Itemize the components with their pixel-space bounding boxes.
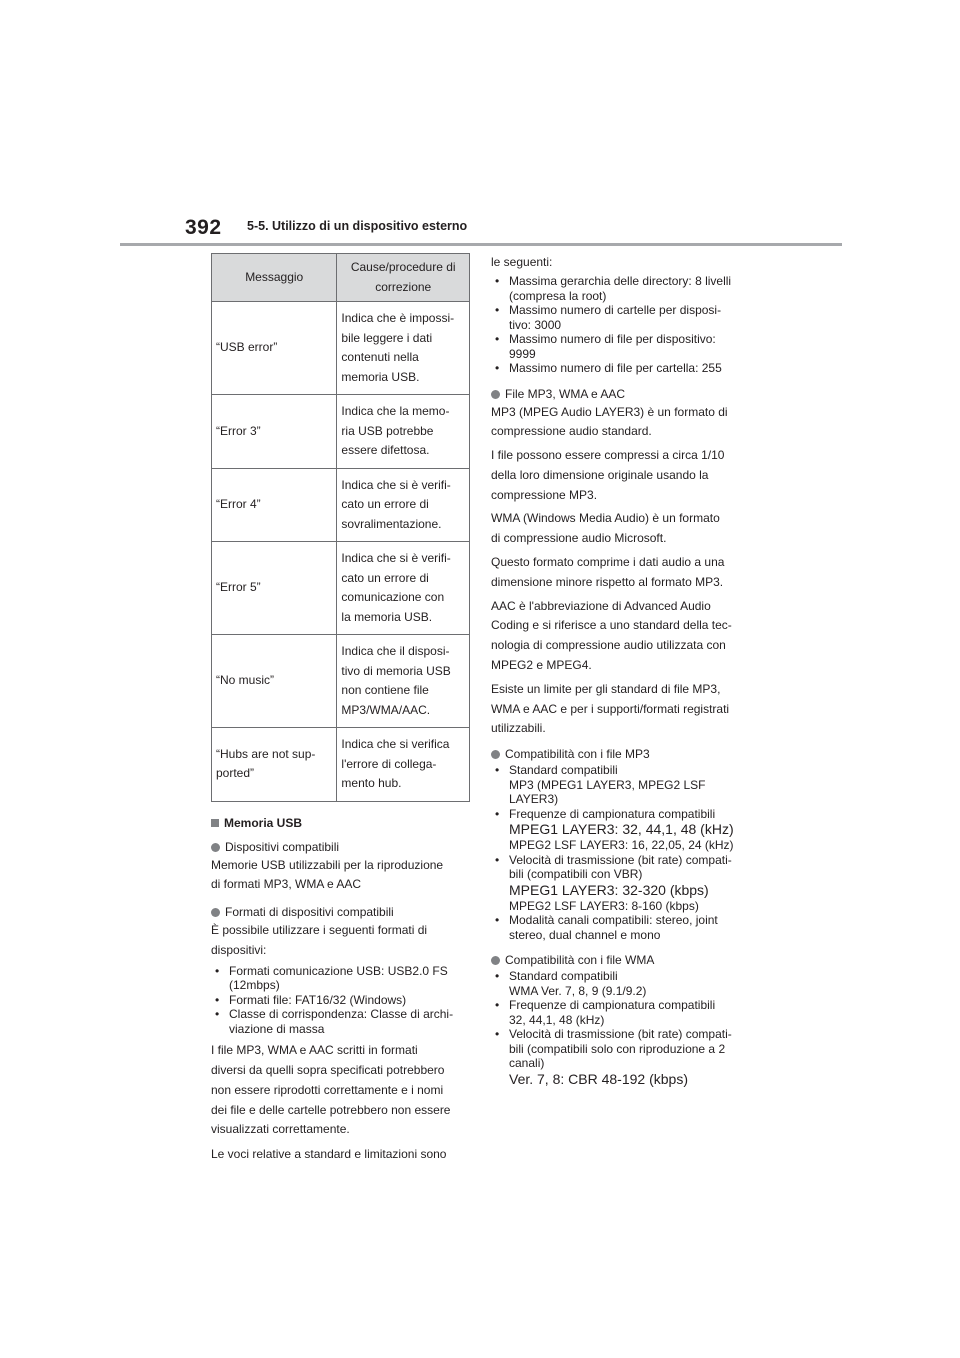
formati-heading: Formati di dispositivi compatibili	[211, 903, 471, 921]
list-item	[211, 1007, 471, 1036]
table-row	[212, 542, 470, 635]
message-cell	[212, 542, 337, 635]
list-item	[491, 361, 761, 376]
files-heading: File MP3, WMA e AAC	[491, 385, 761, 403]
cause-cell	[337, 728, 470, 802]
text-line: Classe di corrispondenza: Classe di archi-	[229, 1007, 454, 1022]
text-line: Indica che la memo-	[341, 404, 450, 418]
text-line: 32, 44,1, 48 (kHz)	[509, 1012, 605, 1027]
files-paragraph	[491, 680, 761, 739]
text-line: MPEG1 LAYER3: 32-320 (kbps)	[509, 881, 709, 898]
text-line: Questo formato comprime i dati audio a una	[491, 555, 725, 570]
table-row	[212, 468, 470, 542]
text-line: contenuti nella	[341, 350, 419, 364]
text-line: Frequenze di campionatura compatibili	[509, 806, 716, 821]
text-line: nologia di compressione audio utilizzata con	[491, 638, 726, 653]
text-line: dimensione minore rispetto al formato MP3.	[491, 574, 724, 589]
text-line: utilizzabili.	[491, 721, 546, 736]
text-line: Ver. 7, 8: CBR 48-192 (kbps)	[509, 1070, 688, 1087]
text-line: bili (compatibili solo con riproduzione a 2	[509, 1041, 726, 1056]
text-line: sovralimentazione.	[341, 516, 442, 531]
text-line: bile leggere i dati	[341, 330, 433, 345]
text-line: Standard compatibili	[509, 763, 618, 778]
left-paragraph-1	[211, 1041, 471, 1140]
circle-bullet-icon	[211, 908, 220, 917]
text-line: 9999	[509, 346, 536, 361]
text-line: MP3 (MPEG Audio LAYER3) è un formato di	[491, 404, 728, 419]
text-line: diversi da quelli sopra specificati potrebbero	[211, 1062, 445, 1077]
text-line: Indica che si è verifi-	[341, 551, 451, 565]
table-row	[212, 395, 470, 469]
text-line: Massima gerarchia delle directory: 8 livelli	[509, 274, 732, 288]
text-line: “Error 5”	[216, 580, 261, 595]
bullet-icon: •	[495, 332, 500, 346]
text-line: Standard compatibili	[509, 969, 618, 984]
text-line: WMA Ver. 7, 8, 9 (9.1/9.2)	[509, 983, 647, 998]
list-item	[491, 763, 761, 807]
text-line: MPEG2 LSF LAYER3: 8-160 (kbps)	[509, 898, 699, 913]
text-line: Massimo numero di cartelle per disposi-	[509, 303, 722, 317]
bullet-icon: •	[215, 963, 220, 978]
cause-cell	[337, 302, 470, 395]
text-line: (12mbps)	[229, 978, 280, 993]
text-line: mento hub.	[341, 776, 402, 790]
bullet-icon: •	[495, 361, 500, 375]
formati-text	[211, 921, 471, 961]
text-line: della loro dimensione originale usando la	[491, 467, 709, 482]
text-line: Velocità di trasmissione (bit rate) compati-	[509, 1027, 732, 1042]
list-item	[491, 913, 761, 942]
text-line: MPEG2 LSF LAYER3: 16, 22,05, 24 (kHz)	[509, 838, 734, 853]
list-item	[211, 993, 471, 1008]
files-paragraph	[491, 597, 761, 676]
wma-heading: Compatibilità con i file WMA	[491, 951, 761, 969]
text-line: Formati comunicazione USB: USB2.0 FS	[229, 963, 448, 978]
circle-bullet-icon	[491, 956, 500, 965]
text-line: la memoria USB.	[341, 609, 433, 624]
bullet-icon: •	[495, 303, 500, 317]
text-line: “No music”	[216, 673, 275, 688]
list-item	[491, 332, 761, 361]
cause-cell	[337, 635, 470, 728]
text-line: I file possono essere compressi a circa 1/10	[491, 448, 725, 463]
text-line: WMA e AAC e per i supporti/formati registrati	[491, 701, 730, 716]
text-line: Massimo numero di file per cartella: 255	[509, 361, 722, 375]
text-line: Messaggio	[245, 269, 304, 284]
text-line: È possibile utilizzare i seguenti formati di	[211, 923, 428, 938]
memoria-usb-heading: Memoria USB	[211, 814, 471, 832]
text-line: Coding e si riferisce a uno standard della tec-	[491, 618, 732, 633]
text-line: Massimo numero di file per dispositivo:	[509, 332, 716, 346]
list-item	[491, 807, 761, 853]
text-line: l'errore di collega-	[341, 756, 437, 771]
text-line: ria USB potrebbe	[341, 423, 434, 438]
bullet-icon: •	[495, 998, 500, 1013]
text-line: stereo, dual channel e mono	[509, 927, 661, 942]
list-item	[491, 853, 761, 914]
text-line: “Error 3”	[216, 423, 261, 438]
text-line: LAYER3)	[509, 792, 559, 807]
message-cell	[212, 302, 337, 395]
table-row	[212, 302, 470, 395]
table-header-row	[212, 254, 470, 302]
message-cell	[212, 395, 337, 469]
bullet-icon: •	[215, 992, 220, 1007]
message-cell	[212, 728, 337, 802]
left-paragraph-2	[211, 1145, 471, 1165]
text-line: cato un errore di	[341, 570, 429, 585]
text-line: cato un errore di	[341, 497, 429, 511]
text-line: dei file e delle cartelle potrebbero non essere	[211, 1102, 451, 1117]
cause-cell	[337, 468, 470, 542]
text-line: MPEG2 e MPEG4.	[491, 658, 592, 673]
bullet-icon: •	[495, 763, 500, 778]
text-line: ported”	[216, 766, 255, 781]
text-line: (compresa la root)	[509, 288, 607, 303]
text-line: dispositivi:	[211, 942, 267, 957]
mp3-heading: Compatibilità con i file MP3	[491, 745, 761, 763]
text-line: di compressione audio Microsoft.	[491, 531, 667, 546]
dispositivi-heading: Dispositivi compatibili	[211, 838, 471, 856]
text-line: non essere riprodotti correttamente e i nomi	[211, 1082, 444, 1097]
left-column	[211, 253, 471, 1165]
list-item	[491, 998, 761, 1027]
list-item	[491, 1027, 761, 1088]
text-line: bili (compatibili con VBR)	[509, 867, 643, 882]
text-line: “Hubs are not sup-	[216, 746, 316, 761]
text-line: MPEG1 LAYER3: 32, 44,1, 48 (kHz)	[509, 821, 734, 838]
text-line: essere difettosa.	[341, 443, 430, 457]
text-line: compressione MP3.	[491, 487, 598, 502]
text-line: Frequenze di campionatura compatibili	[509, 998, 716, 1013]
mp3-list	[491, 763, 761, 942]
message-cell	[212, 468, 337, 542]
limits-list	[491, 274, 761, 376]
text-line: comunicazione con	[341, 590, 445, 604]
bullet-icon: •	[495, 806, 500, 821]
text-line: Memorie USB utilizzabili per la riproduzione	[211, 857, 444, 872]
text-line: Le voci relative a standard e limitazioni sono	[211, 1147, 447, 1162]
text-line: tivo: 3000	[509, 317, 562, 332]
text-line: I file MP3, WMA e AAC scritti in formati	[211, 1043, 418, 1058]
bullet-icon: •	[495, 1027, 500, 1042]
files-paragraph	[491, 446, 761, 505]
cause-cell	[337, 542, 470, 635]
text-line: non contiene file	[341, 683, 429, 697]
text-line: Cause/procedure di	[350, 260, 456, 274]
list-item	[491, 303, 761, 332]
files-paragraph	[491, 553, 761, 593]
cause-cell	[337, 395, 470, 469]
table-row	[212, 635, 470, 728]
text-line: di formati MP3, WMA e AAC	[211, 877, 362, 892]
text-line: memoria USB.	[341, 369, 420, 384]
text-line: “USB error”	[216, 340, 278, 355]
table-row	[212, 728, 470, 802]
circle-bullet-icon	[491, 750, 500, 759]
section-title: 5-5. Utilizzo di un dispositivo esterno	[247, 219, 468, 233]
bullet-icon: •	[215, 1007, 220, 1022]
text-line: MP3/WMA/AAC.	[341, 702, 431, 717]
text-line: AAC è l'abbreviazione di Advanced Audio	[491, 598, 711, 613]
text-line: Indica che si è verifi-	[341, 477, 451, 492]
text-line: MP3 (MPEG1 LAYER3, MPEG2 LSF	[509, 777, 706, 792]
text-line: Indica che è impossi-	[341, 311, 455, 325]
text-line: Formati file: FAT16/32 (Windows)	[229, 992, 407, 1007]
bullet-icon: •	[495, 274, 500, 288]
header-rule	[120, 243, 842, 246]
text-line: “Error 4”	[216, 497, 261, 511]
text-line: Velocità di trasmissione (bit rate) compati-	[509, 852, 732, 867]
bullet-icon: •	[495, 913, 500, 928]
header-cause	[337, 254, 470, 302]
text-line: viazione di massa	[229, 1021, 325, 1036]
circle-bullet-icon	[211, 843, 220, 852]
text-line: tivo di memoria USB	[341, 663, 451, 678]
text-line: Esiste un limite per gli standard di file MP3,	[491, 681, 721, 696]
table-body	[212, 302, 470, 802]
circle-bullet-icon	[491, 390, 500, 399]
files-paragraph	[491, 403, 761, 443]
text-line: WMA (Windows Media Audio) è un formato	[491, 511, 720, 526]
square-bullet-icon	[211, 819, 219, 827]
text-line: visualizzati correttamente.	[211, 1122, 350, 1137]
text-line: correzione	[375, 279, 432, 294]
text-line: compressione audio standard.	[491, 424, 652, 439]
files-paragraphs	[491, 403, 761, 740]
list-item	[491, 969, 761, 998]
message-table	[211, 253, 470, 802]
dispositivi-text	[211, 856, 471, 896]
text-line: Indica che si verifica	[341, 737, 450, 751]
text-line: Modalità canali compatibili: stereo, joint	[509, 913, 718, 928]
list-item	[211, 964, 471, 993]
bullet-icon: •	[495, 852, 500, 867]
list-item	[491, 274, 761, 303]
wma-list	[491, 969, 761, 1088]
formati-list	[211, 964, 471, 1037]
message-cell	[212, 635, 337, 728]
text-line: canali)	[509, 1056, 545, 1071]
header-messaggio	[212, 254, 337, 302]
page-header	[0, 0, 960, 250]
text-line: Indica che il disposi-	[341, 644, 450, 658]
bullet-icon: •	[495, 969, 500, 984]
page-number: 392	[185, 216, 222, 239]
files-paragraph	[491, 509, 761, 549]
continuation-text: le seguenti:	[491, 255, 553, 269]
right-column	[491, 253, 761, 1088]
